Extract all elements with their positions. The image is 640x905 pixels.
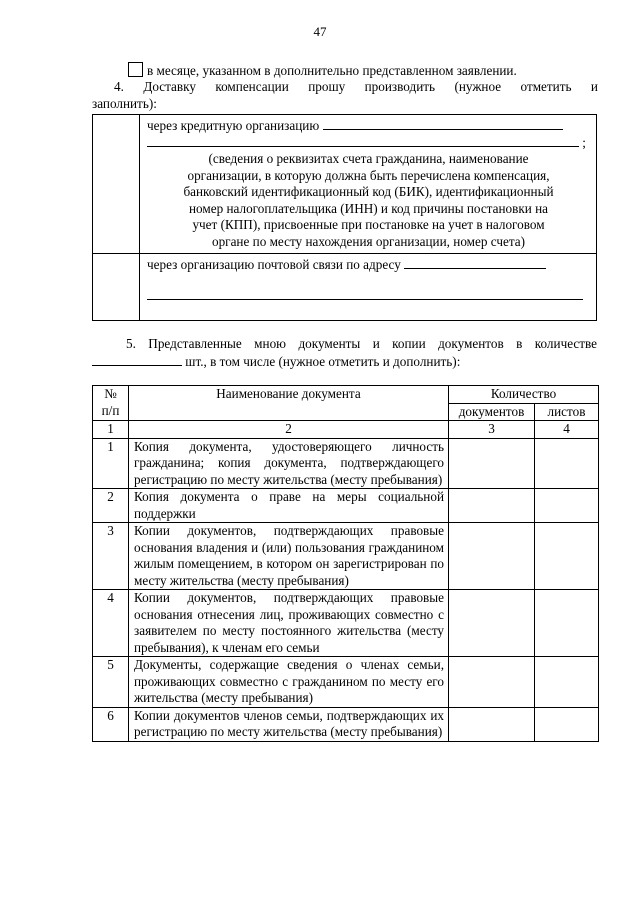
row-doc-name: Документы, содержащие сведения о членах семьи, проживающих совместно с гражданином по месту его жительства (месту пребывания) — [129, 657, 449, 708]
row-sheets-count-cell[interactable] — [535, 590, 599, 657]
credit-org-row2 — [147, 134, 586, 152]
row-sheets-count-cell[interactable] — [535, 489, 599, 523]
table-row — [93, 489, 599, 523]
credit-org-row — [147, 117, 563, 135]
col-number-3: 3 — [449, 421, 535, 439]
header-num-line1: № — [104, 386, 117, 401]
row-num: 4 — [93, 590, 129, 657]
checkbox-line-text: в месяце, указанном в дополнительно представленном заявлении. — [147, 63, 517, 78]
row-docs-count-cell[interactable] — [449, 657, 535, 708]
row-num: 2 — [93, 489, 129, 523]
page-number: 47 — [313, 24, 327, 39]
col-number-2: 2 — [129, 421, 449, 439]
row-docs-count-cell[interactable] — [449, 523, 535, 590]
note-line: учет (КПП), присвоенные при постановке на учет в налоговом — [192, 217, 545, 232]
post-org-label: через организацию почтовой связи по адресу — [147, 257, 401, 272]
item4-line2: заполнить): — [92, 96, 157, 111]
item5-line1: 5. Представленные мною документы и копии документов в количестве — [126, 336, 597, 351]
row-sheets-count-cell[interactable] — [535, 523, 599, 590]
delivery-table-row-divider — [93, 253, 596, 254]
row-docs-count-cell[interactable] — [449, 438, 535, 489]
credit-org-field-2[interactable] — [147, 134, 579, 147]
note-line: организации, в которую должна быть перечислена компенсация, — [187, 167, 550, 183]
row-sheets-count-cell[interactable] — [535, 707, 599, 741]
table-row — [93, 523, 599, 590]
post-address-field[interactable] — [404, 256, 546, 269]
table-row — [93, 590, 599, 657]
month-checkbox[interactable] — [128, 62, 143, 77]
header-docs: документов — [449, 403, 535, 421]
note-line: органе по месту нахождения организации, номер счета) — [211, 233, 525, 249]
credit-org-note — [140, 151, 597, 250]
document-count-field[interactable] — [92, 353, 182, 366]
row-doc-name: Копии документов, подтверждающих правовые основания владения и (или) пользования гражданином жилым помещением, в котором он зарегистрирован по месту жительства (месту пребывания) — [129, 523, 449, 590]
row-doc-name: Копия документа, удостоверяющего личность гражданина; копия документа, подтверждающего регистрацию по месту жительства (месту пребывания) — [129, 438, 449, 489]
delivery-table — [92, 114, 597, 321]
row-num: 6 — [93, 707, 129, 741]
post-org-row2 — [147, 287, 583, 305]
note-line: банковский идентификационный код (БИК), идентификационный — [183, 184, 554, 199]
checkbox-line — [128, 62, 517, 80]
row-docs-count-cell[interactable] — [449, 707, 535, 741]
post-org-row — [147, 256, 546, 274]
header-sheets: листов — [535, 403, 599, 421]
documents-table — [92, 385, 599, 742]
col-number-1: 1 — [93, 421, 129, 439]
row-docs-count-cell[interactable] — [449, 489, 535, 523]
row-sheets-count-cell[interactable] — [535, 657, 599, 708]
note-line: номер налогоплательщика (ИНН) и код причины постановки на — [188, 200, 549, 216]
table-row — [93, 438, 599, 489]
item5-line2-row — [92, 353, 460, 371]
header-num-line2: п/п — [101, 402, 120, 418]
header-name: Наименование документа — [129, 386, 449, 421]
row-doc-name: Копии документов членов семьи, подтверждающих их регистрацию по месту жительства (месту пребывания) — [129, 707, 449, 741]
table-row — [93, 657, 599, 708]
col-number-4: 4 — [535, 421, 599, 439]
note-line: (сведения о реквизитах счета гражданина, наименование — [208, 151, 529, 166]
row-sheets-count-cell[interactable] — [535, 438, 599, 489]
item5-line2: шт., в том числе (нужное отметить и дополнить): — [185, 354, 461, 369]
header-num — [93, 386, 129, 421]
row-num: 1 — [93, 438, 129, 489]
row-num: 5 — [93, 657, 129, 708]
credit-org-semicolon: ; — [582, 135, 586, 150]
row-docs-count-cell[interactable] — [449, 590, 535, 657]
table-row — [93, 707, 599, 741]
header-quantity: Количество — [449, 386, 599, 404]
credit-org-label: через кредитную организацию — [147, 118, 320, 133]
post-address-field-2[interactable] — [147, 287, 583, 300]
row-doc-name: Копии документов, подтверждающих правовые основания отнесения лиц, проживающих совместно с заявителем по месту постоянного жительства (месту пребывания), к членам его семьи — [129, 590, 449, 657]
item4-line1: 4. Доставку компенсации прошу производить (нужное отметить и — [114, 79, 598, 94]
credit-org-field[interactable] — [323, 117, 563, 130]
row-doc-name: Копия документа о праве на меры социальной поддержки — [129, 489, 449, 523]
row-num: 3 — [93, 523, 129, 590]
